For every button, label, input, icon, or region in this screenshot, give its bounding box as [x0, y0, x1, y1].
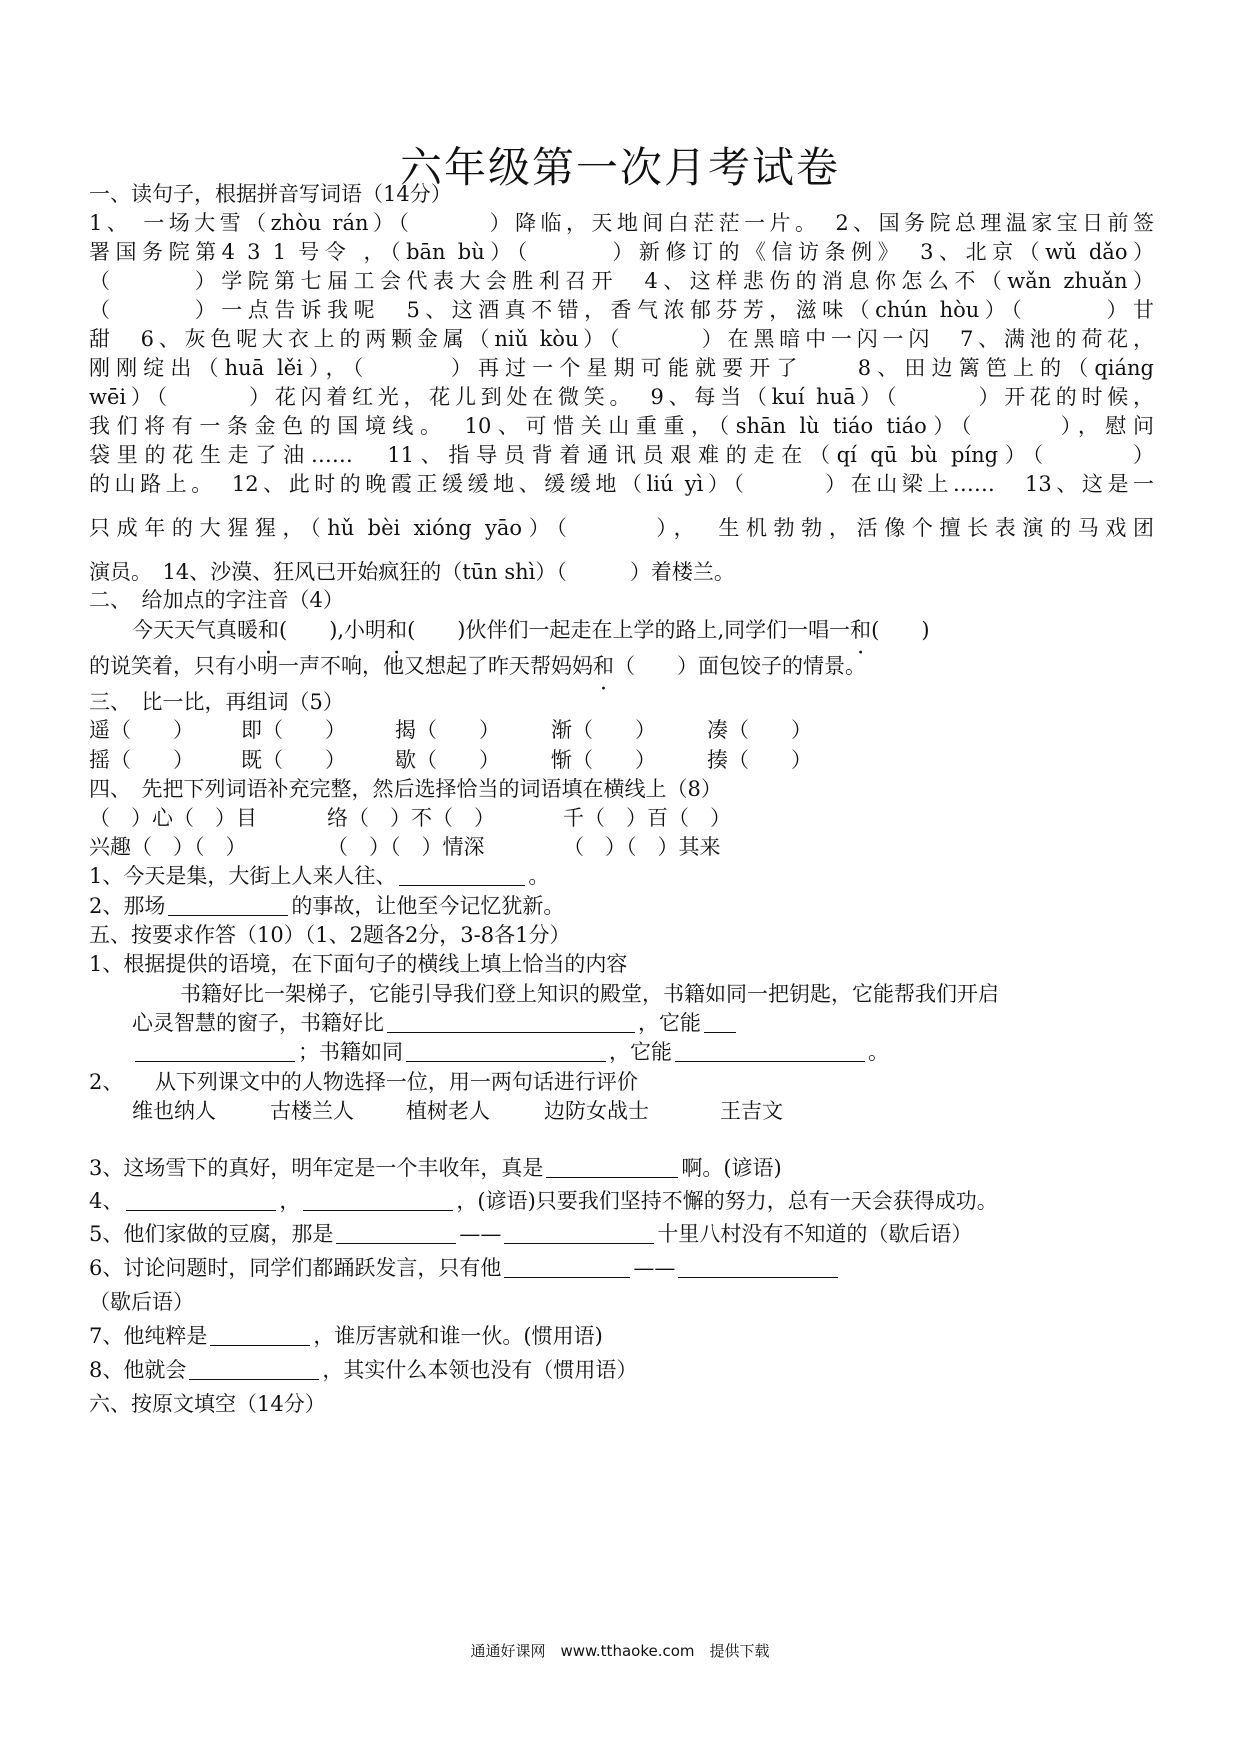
section-2-line: 的说笑着，只有小明一声不响，他又想起了昨天帮妈妈和（ ）面包饺子的情景。 [89, 650, 1154, 682]
section-1-line: 的山路上。 12、此时的晚霞正缓缓地、缓缓地（liú yì）（ ）在山梁上…… 13、这是一 [89, 472, 1154, 496]
word-cell: 歇（ ） [395, 748, 500, 772]
section-4-question: 2、那场 的事故，让他至今记忆犹新。 [89, 894, 565, 918]
idiom-cell: （ ）（ ）其来 [563, 835, 721, 859]
answer-blank[interactable] [336, 1221, 456, 1244]
section-5-heading: 五、按要求作答（10）（1、2题各2分，3-8各1分） [89, 923, 571, 947]
page-footer: 通通好课网 www.tthaoke.com 提供下载 [470, 1642, 770, 1660]
word-cell: 既（ ） [241, 748, 346, 772]
dotted-char: 和 [386, 618, 408, 642]
idiom-cell: 络（ ）不（ ） [327, 806, 495, 830]
dotted-char: 和 [593, 654, 614, 678]
dotted-char: 和 [258, 618, 279, 642]
section-5-question: 1、根据提供的语境，在下面句子的横线上填上恰当的内容 [89, 952, 628, 976]
section-1-line: 1、 一场大雪（zhòu rán）（ ）降临，天地间白茫茫一片。 2、国务院总理温家宝日前签 [89, 211, 1154, 235]
section-5-passage: 书籍好比一架梯子，它能引导我们登上知识的殿堂，书籍如同一把钥匙，它能帮我们开启 [180, 982, 999, 1006]
name-cell: 植树老人 [406, 1099, 490, 1123]
idiom-cell: 兴趣（ ）（ ） [89, 835, 247, 859]
name-cell: 王吉文 [720, 1099, 783, 1123]
answer-blank[interactable] [210, 1323, 310, 1346]
answer-blank[interactable] [303, 1188, 453, 1211]
section-6-heading: 六、按原文填空（14分） [89, 1392, 326, 1416]
section-5-question: 3、这场雪下的真好，明年定是一个丰收年，真是 啊。(谚语) [89, 1156, 782, 1180]
word-cell: 凑（ ） [707, 718, 812, 742]
answer-blank[interactable] [135, 1039, 295, 1062]
section-1-line: 刚刚绽出（huā lěi），（ ）再过一个星期可能就要开了 8、田边篱笆上的（qiáng [89, 356, 1154, 380]
section-1-line: wēi）（ ）花闪着红光，花儿到处在微笑。 9、每当（kuí huā）（ ）开花的时候， [89, 385, 1154, 409]
word-cell: 即（ ） [241, 718, 346, 742]
section-5-note: （歇后语） [89, 1290, 194, 1314]
answer-blank[interactable] [546, 1155, 678, 1178]
section-5-passage: 心灵智慧的窗子，书籍好比 ，它能 [132, 1007, 1197, 1039]
name-cell: 古楼兰人 [270, 1099, 354, 1123]
section-1-line: 演员。 14、沙漠、狂风已开始疯狂的（tūn shì）（ ）着楼兰。 [89, 560, 735, 584]
section-5-question: 7、他纯粹是 ，谁厉害就和谁一伙。(惯用语) [89, 1324, 603, 1348]
name-cell: 边防女战士 [544, 1099, 649, 1123]
word-cell: 揍（ ） [707, 748, 812, 772]
section-2-heading: 二、 给加点的字注音（4） [89, 588, 344, 612]
answer-blank[interactable] [126, 1188, 276, 1211]
section-1-line: 甜 6、灰色呢大衣上的两颗金属（niǔ kòu）（ ）在黑暗中一闪一闪 7、满池的荷花， [89, 327, 1154, 351]
word-cell: 揭（ ） [395, 718, 500, 742]
answer-blank[interactable] [399, 863, 525, 886]
section-1-line: 我们将有一条金色的国境线。 10、可惜关山重重，（shān lù tiáo tiáo）（ ），慰问 [89, 414, 1154, 438]
section-5-question: 5、他们家做的豆腐，那是 —— 十里八村没有不知道的（歇后语） [89, 1222, 973, 1246]
section-1-heading: 一、读句子，根据拼音写词语（14分） [89, 182, 452, 206]
section-4-question: 1、今天是集，大街上人来人往、 。 [89, 864, 550, 888]
word-cell: 惭（ ） [551, 748, 656, 772]
section-5-passage: ；书籍如同 ，它能 。 [132, 1036, 1197, 1068]
word-cell: 遥（ ） [89, 718, 194, 742]
answer-blank[interactable] [168, 893, 288, 916]
name-cell: 维也纳人 [132, 1099, 216, 1123]
section-2-line: 今天天气真暖和( ),小明和( )伙伴们一起走在上学的路上,同学们一唱一和( ) [132, 614, 1197, 646]
idiom-cell: 千（ ）百（ ） [563, 806, 731, 830]
section-4-heading: 四、 先把下列词语补充完整，然后选择恰当的词语填在横线上（8） [89, 777, 722, 801]
section-1-line: 袋里的花生走了油…… 11、指导员背着通讯员艰难的走在（qí qū bù píng）（ ） [89, 443, 1154, 467]
section-1-line: 署国务院第4 3 1 号令 ，（bān bù）（ ）新修订的《信访条例》 3、北京（wǔ dǎo） [89, 240, 1154, 264]
section-5-question: 4、 ， ，(谚语)只要我们坚持不懈的努力，总有一天会获得成功。 [89, 1189, 998, 1213]
answer-blank[interactable] [504, 1255, 630, 1278]
section-3-heading: 三、 比一比，再组词（5） [89, 690, 344, 714]
dotted-char: 和 [850, 618, 872, 642]
section-5-question: 8、他就会 ，其实什么本领也没有（惯用语） [89, 1358, 638, 1382]
section-5-question: 6、讨论问题时，同学们都踊跃发言，只有他 —— [89, 1252, 1154, 1284]
idiom-cell: （ ）（ ）情深 [327, 835, 485, 859]
section-5-question: 2、 从下列课文中的人物选择一位，用一两句话进行评价 [89, 1070, 638, 1094]
page-title: 六年级第一次月考试卷 [399, 143, 840, 192]
answer-blank[interactable] [189, 1357, 319, 1380]
answer-blank[interactable] [504, 1221, 654, 1244]
answer-blank[interactable] [387, 1010, 635, 1033]
answer-blank[interactable] [675, 1039, 865, 1062]
word-cell: 渐（ ） [551, 718, 656, 742]
answer-blank[interactable] [704, 1010, 736, 1033]
section-1-line: （ ）一点告诉我呢 5、这酒真不错，香气浓郁芬芳，滋味（chún hòu）（ ）甘 [89, 298, 1154, 322]
answer-blank[interactable] [406, 1039, 606, 1062]
word-cell: 摇（ ） [89, 748, 194, 772]
section-1-line: 只成年的大猩猩，（hǔ bèi xióng yāo）（ ）， 生机勃勃，活像个擅长表演的马戏团 [89, 516, 1154, 540]
answer-blank[interactable] [678, 1255, 838, 1278]
section-1-line: （ ）学院第七届工会代表大会胜利召开 4、这样悲伤的消息你怎么不（wǎn zhuǎn） [89, 269, 1154, 293]
idiom-cell: （ ）心（ ）目 [89, 806, 257, 830]
